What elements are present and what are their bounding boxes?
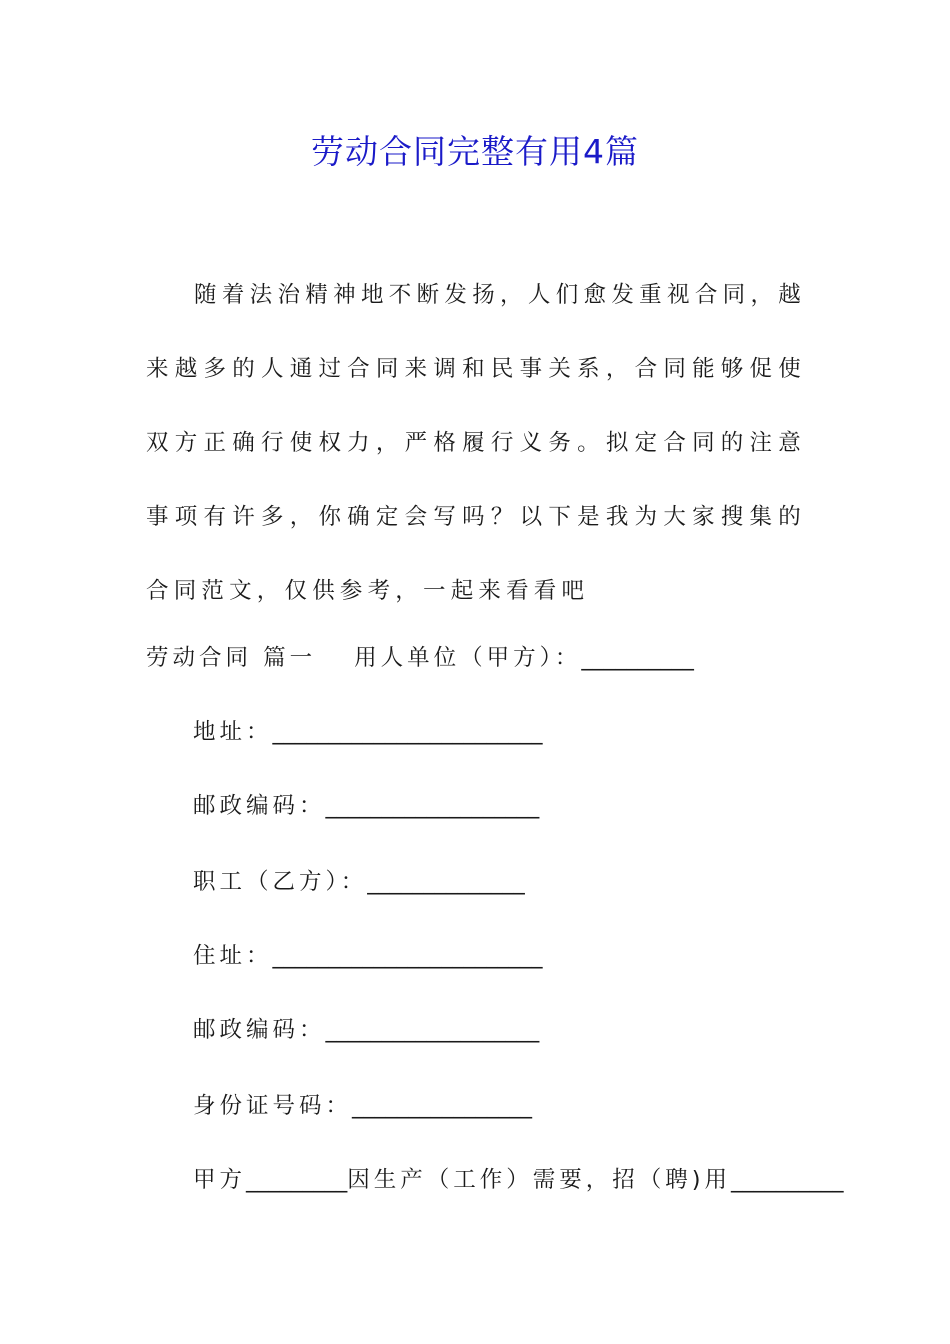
field-blank: ________________________ <box>272 943 543 969</box>
field-postcode-2 <box>193 1010 539 1050</box>
field-address <box>193 712 543 752</box>
intro-paragraph <box>146 258 806 628</box>
field-residence <box>193 936 543 976</box>
field-blank: ______________ <box>367 869 525 895</box>
clause-blank-1: _________ <box>246 1167 348 1193</box>
field-id-number <box>193 1086 532 1126</box>
intro-text: 随着法治精神地不断发扬，人们愈发重视合同，越来越多的人通过合同来调和民事关系，合同能够促使双方正确行使权力，严格履行义务。拟定合同的注意事项有许多，你确定会写吗？以下是我为大家搜集的合同范文，仅供参考，一起来看看吧 <box>146 282 806 604</box>
section-heading: 劳动合同 篇一 <box>146 645 317 671</box>
field-label: 地址： <box>193 719 273 745</box>
clause-blank-2: __________ <box>731 1167 844 1193</box>
field-blank: ___________________ <box>325 793 540 819</box>
field-label: 邮政编码： <box>193 1017 326 1043</box>
employer-label: 用人单位（甲方）： <box>354 645 582 671</box>
field-blank: ________________________ <box>272 719 543 745</box>
clause-text: 因生产（工作）需要，招（聘)用 <box>347 1167 732 1193</box>
field-employee <box>193 862 525 902</box>
field-blank: ________________ <box>352 1093 533 1119</box>
field-label: 住址： <box>193 943 273 969</box>
field-label: 职工（乙方）： <box>193 869 368 895</box>
employment-clause-line <box>193 1160 844 1200</box>
clause-party-a: 甲方 <box>193 1167 247 1193</box>
document-title: 劳动合同完整有用4篇 <box>311 132 639 171</box>
section-heading-line <box>146 638 694 678</box>
employer-blank: __________ <box>581 645 694 671</box>
field-postcode <box>193 786 539 826</box>
field-blank: ___________________ <box>325 1017 540 1043</box>
field-label: 邮政编码： <box>193 793 326 819</box>
field-label: 身份证号码： <box>193 1093 353 1119</box>
